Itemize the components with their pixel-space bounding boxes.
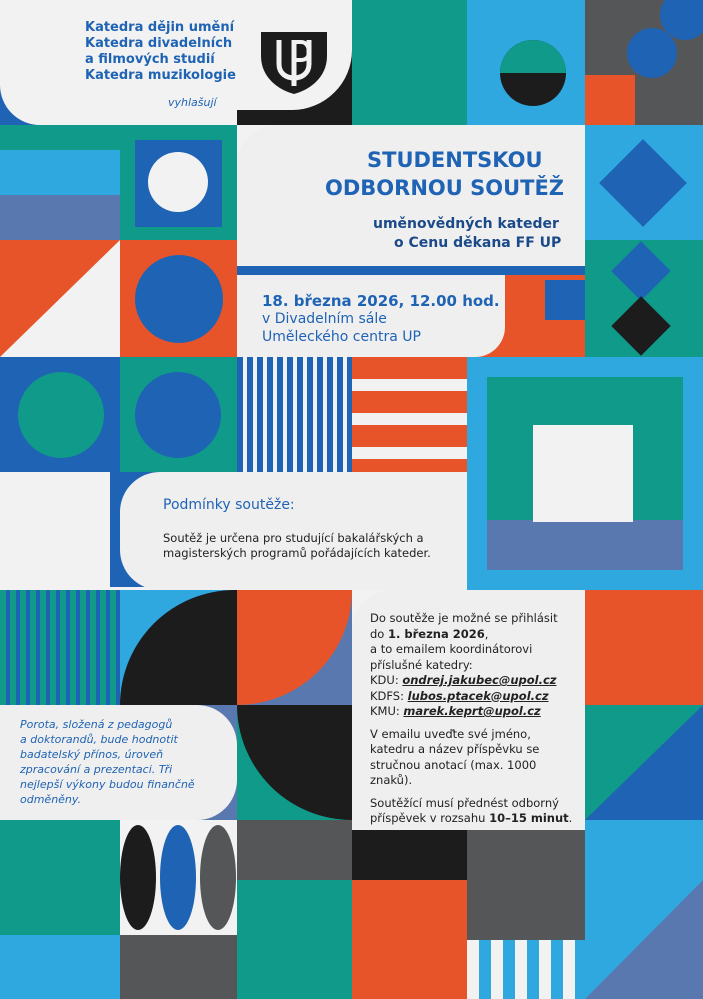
reg-line-3: a to emailem koordinátorovi bbox=[370, 642, 533, 656]
tile-sky-bottom-left bbox=[0, 935, 120, 999]
frame-inner-blue bbox=[487, 520, 683, 570]
tile-gray-left bbox=[0, 195, 120, 240]
title-line-1: STUDENTSKOU bbox=[367, 148, 543, 172]
jury-line-2: a doktorandů, bude hodnotit bbox=[20, 733, 178, 746]
circle-navy-mid2 bbox=[135, 372, 221, 458]
event-datetime: 18. března 2026, 12.00 hod. bbox=[262, 292, 500, 310]
kmu-email-link[interactable]: marek.keprt@upol.cz bbox=[403, 704, 541, 718]
kdfs-label: KDFS: bbox=[370, 688, 408, 703]
reg-p2-1: V emailu uveďte své jméno, bbox=[370, 726, 531, 741]
subtitle-line-1: uměnovědných kateder bbox=[373, 216, 559, 232]
lens-navy bbox=[160, 825, 196, 930]
kdfs-email-link[interactable]: lubos.ptacek@upol.cz bbox=[407, 688, 549, 703]
reg-p3-2-post: . bbox=[568, 811, 573, 825]
lens-gray bbox=[200, 825, 236, 930]
circle-white bbox=[148, 152, 208, 212]
reg-spacer-1 bbox=[370, 720, 580, 727]
event-place-1: v Divadelním sále bbox=[262, 311, 387, 327]
tile-gray-bottom bbox=[120, 935, 237, 999]
kdu-email-link[interactable]: ondrej.jakubec@upol.cz bbox=[402, 673, 557, 687]
jury-line-6: odměněny. bbox=[20, 793, 82, 806]
organizer-line-3: a filmových studií bbox=[85, 52, 215, 67]
triangle-orange bbox=[0, 240, 120, 357]
organizer-line-1: Katedra dějin umění bbox=[85, 20, 235, 35]
reg-p2-3: stručnou anotací (max. 1000 bbox=[370, 757, 537, 772]
subtitle-line-2: o Cenu děkana FF UP bbox=[394, 235, 562, 251]
conditions-heading: Podmínky soutěže: bbox=[163, 497, 295, 513]
kdu-label: KDU: bbox=[370, 673, 403, 687]
registration-text bbox=[370, 611, 580, 827]
tile-stripes-left bbox=[0, 590, 120, 705]
circle-navy-mid bbox=[135, 255, 223, 343]
jury-line-1: Porota, složená z pedagogů bbox=[20, 718, 173, 731]
up-logo-icon bbox=[257, 26, 331, 96]
conditions-text-1: Soutěž je určena pro studující bakalářských a bbox=[163, 531, 424, 545]
tile-orange-mid-sq bbox=[545, 280, 585, 320]
reg-kmu bbox=[370, 704, 580, 720]
tile-sky-left bbox=[0, 150, 120, 195]
reg-spacer-2 bbox=[370, 789, 580, 796]
reg-duration: 10–15 minut bbox=[489, 811, 569, 825]
reg-p2-2: katedru a název příspěvku se bbox=[370, 742, 540, 756]
reg-p3-1: Soutěžící musí přednést odborný bbox=[370, 795, 559, 810]
event-place-2: Uměleckého centra UP bbox=[262, 329, 421, 345]
jury-line-4: zpracování a prezentaci. Tři bbox=[20, 763, 173, 776]
tile-teal-top bbox=[352, 0, 467, 125]
conditions-text-2: magisterských programů pořádajících kateder. bbox=[163, 546, 431, 560]
title-stripe bbox=[237, 266, 585, 275]
reg-p2-4: znaků). bbox=[370, 773, 413, 787]
tile-white-left3 bbox=[0, 472, 110, 587]
reg-line-2-pre: do bbox=[370, 626, 388, 641]
lens-black bbox=[120, 825, 156, 930]
tile-stripes bbox=[237, 357, 352, 472]
triangle-right4 bbox=[585, 705, 703, 820]
tile-orange-right bbox=[585, 590, 703, 705]
reg-line-1: Do soutěže je možné se přihlásit bbox=[370, 611, 558, 625]
title-line-2: ODBORNOU SOUTĚŽ bbox=[325, 176, 565, 200]
tile-bottom-center-orange bbox=[352, 880, 467, 999]
reg-line-2 bbox=[370, 627, 580, 643]
tile-bottom-right-tri bbox=[585, 880, 703, 999]
reg-p3-2-pre: příspěvek v rozsahu bbox=[370, 811, 490, 825]
frame-hole bbox=[533, 425, 633, 522]
tile-bottom-white-stripes bbox=[467, 940, 585, 999]
reg-kdfs bbox=[370, 689, 580, 705]
tile-bottom-teal bbox=[237, 880, 352, 999]
reg-line-4: příslušné katedry: bbox=[370, 657, 473, 672]
reg-deadline: 1. března 2026 bbox=[388, 626, 485, 641]
jury-line-3: badatelský přínos, úroveň bbox=[20, 748, 164, 761]
kmu-label: KMU: bbox=[370, 704, 404, 718]
organizer-line-2: Katedra divadelních bbox=[85, 36, 233, 51]
reg-line-2-post: , bbox=[484, 626, 489, 641]
tile-orange-topright bbox=[585, 75, 635, 125]
circle-blue-topright bbox=[627, 28, 677, 78]
announce-text: vyhlašují bbox=[168, 96, 217, 109]
reg-kdu bbox=[370, 673, 580, 689]
tile-orange-stripes bbox=[352, 357, 467, 472]
circle-teal-left bbox=[18, 372, 104, 458]
reg-p3-2 bbox=[370, 811, 580, 827]
organizer-line-4: Katedra muzikologie bbox=[85, 68, 236, 83]
tile-top-left-teal bbox=[0, 125, 120, 150]
jury-line-5: nejlepší výkony budou finančně bbox=[20, 778, 195, 791]
